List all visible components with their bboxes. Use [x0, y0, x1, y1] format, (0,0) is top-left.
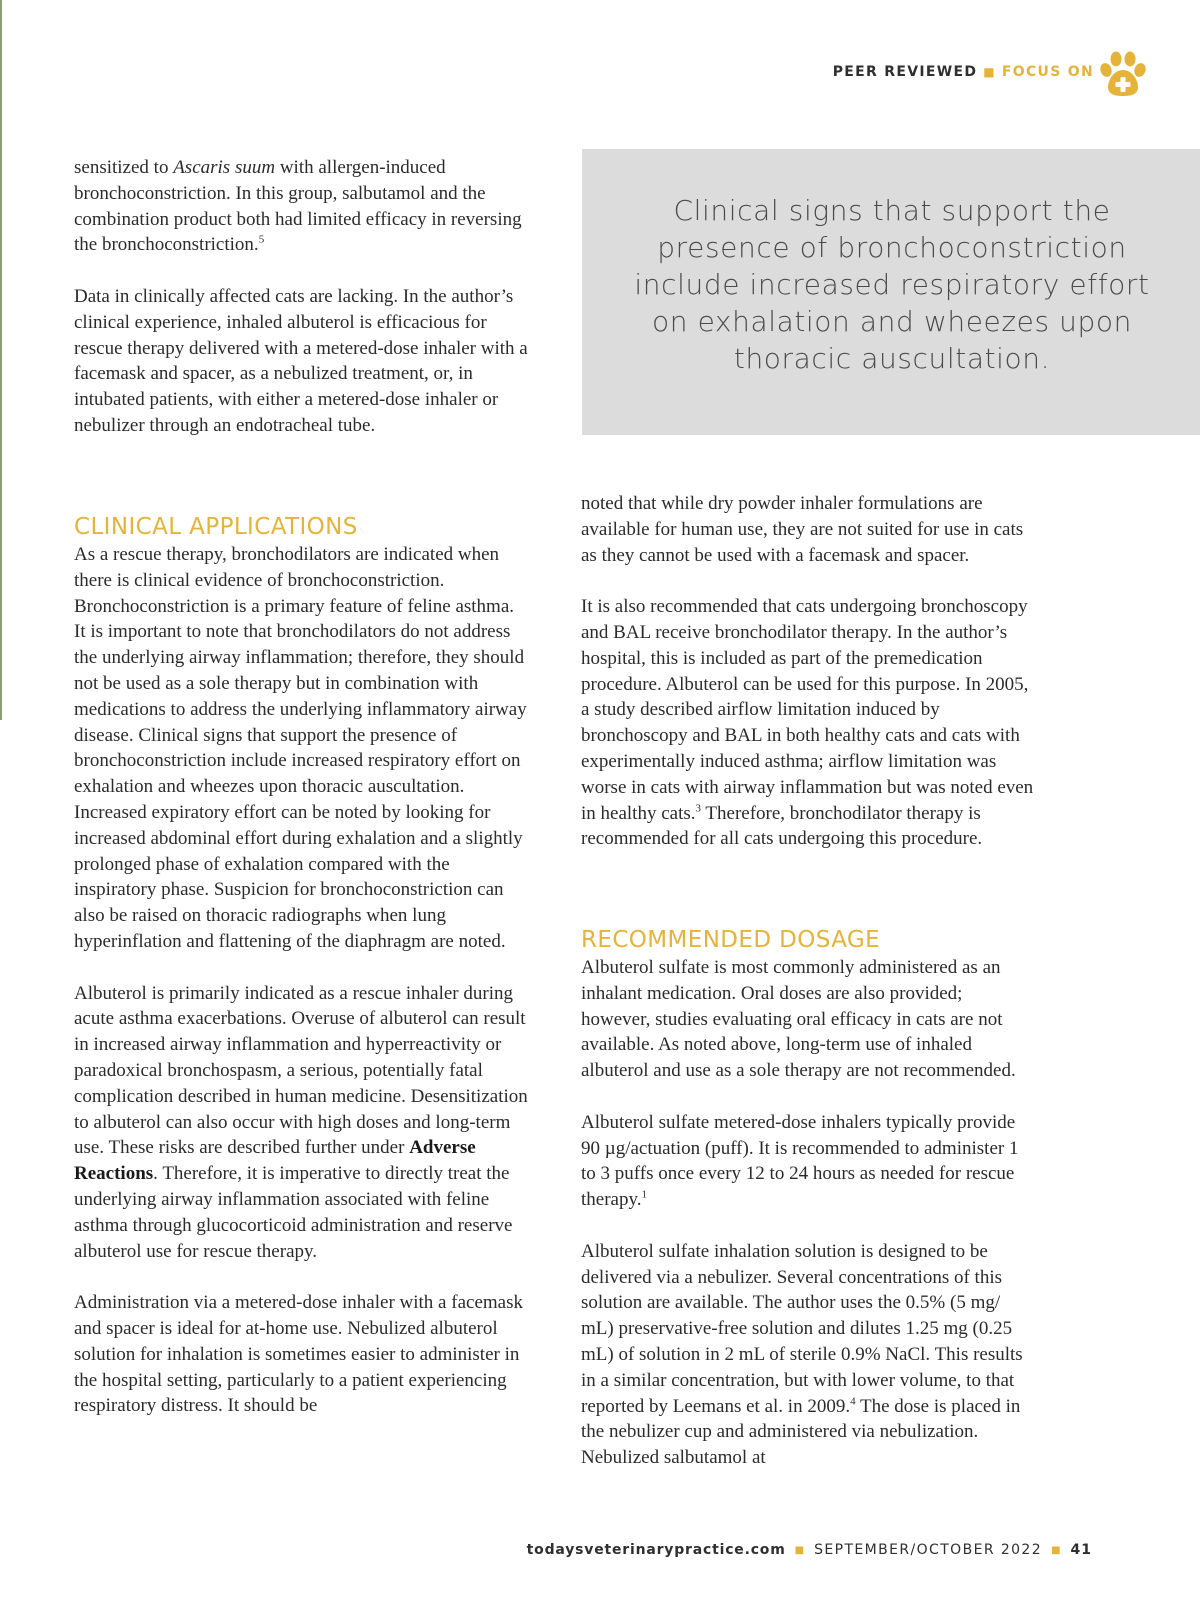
reference-superscript: 5	[258, 234, 265, 247]
pull-quote-box	[582, 149, 1200, 435]
dosage-paragraph-2	[581, 1110, 1036, 1213]
footer-separator: ■	[1051, 1544, 1062, 1556]
header-separator: ■	[983, 65, 996, 79]
adverse-reactions-bold: Adverse Reactions	[74, 1137, 476, 1185]
dose-p3-text-a: Albuterol sulfate inhalation solution is designed to be delivered via a nebulizer. Several concentrations of this solution are available. The author uses the 0.5% (5 mg/ mL) preservative-free solution and dilutes 1.25 mg (0.25 mL) of solution in 2 mL of sterile 0.9% NaCl. This results in a similar concentration, but with lower volume, to that reported by Leemans et al. in 2009.	[581, 1240, 1023, 1417]
peer-reviewed-label: PEER REVIEWED	[832, 64, 978, 80]
intro-p1-text-b: with allergen-induced bronchoconstriction. In this group, salbutamol and the combination product both had limited efficacy in reversing the bronchoconstriction.	[74, 157, 522, 256]
clin-p2-text-b: . Therefore, it is imperative to directly treat the underlying airway inflammation associated with feline asthma through glucocorticoid administration and reserve albuterol use for rescue therapy.	[74, 1163, 513, 1262]
recommended-dosage-section	[581, 925, 1036, 1471]
footer-separator: ■	[794, 1544, 806, 1556]
pull-quote-text: Clinical signs that support the presence of bronchoconstriction include increased respiratory effort on exhalation and wheezes upon thoracic auscultation.	[634, 193, 1150, 375]
intro-paragraph-2: Data in clinically affected cats are lacking. In the author’s clinical experience, inhaled albuterol is efficacious for rescue therapy delivered with a metered-dose inhaler with a facemask and spacer, as a nebulized treatment, or, in intubated patients, with either a metered-dose inhaler or nebulizer through an endotracheal tube.	[74, 285, 528, 436]
left-margin-rule	[0, 0, 2, 720]
dosage-paragraph-1: Albuterol sulfate is most commonly administered as an inhalant medication. Oral doses are also provided; however, studies evaluating oral efficacy in cats are not available. As noted above, long-term use of inhaled albuterol and use as a sole therapy are not recommended.	[581, 957, 1016, 1082]
left-column-intro	[74, 155, 529, 439]
intro-paragraph-1	[74, 155, 529, 258]
continued-paragraph-2	[581, 594, 1036, 852]
dose-p2-text: Albuterol sulfate metered-dose inhalers typically provide 90 µg/actuation (puff). It is recommended to administer 1 to 3 puffs once every 12 to 24 hours as needed for rescue therapy.	[581, 1111, 1019, 1211]
page-number: 41	[1070, 1542, 1092, 1558]
cont-p2-text-b: Therefore, bronchodilator therapy is recommended for all cats undergoing this procedure.	[581, 802, 983, 850]
continued-paragraph-1: noted that while dry powder inhaler formulations are available for human use, they are not suited for use in cats as they cannot be used with a facemask and spacer.	[581, 493, 1024, 566]
clin-p2-text-a: Albuterol is primarily indicated as a rescue inhaler during acute asthma exacerbations. Overuse of albuterol can result in increased airway inflammation and hyperreactivity or paradoxical bronchospasm, a serious, potentially fatal complication described in human medicine. Desensitization to albuterol can also occur with high doses and long-term use. These risks are described further under	[74, 982, 528, 1159]
running-header	[833, 64, 1094, 80]
section-heading-clinical-applications: CLINICAL APPLICATIONS	[74, 514, 358, 540]
section-heading-recommended-dosage: RECOMMENDED DOSAGE	[581, 927, 881, 953]
reference-superscript: 4	[850, 1395, 856, 1408]
clinical-paragraph-3: Administration via a metered-dose inhaler with a facemask and spacer is ideal for at-home use. Nebulized albuterol solution for inhalation is sometimes easier to administer in the hospital setting, particularly to a patient experiencing respiratory distress. It should be	[74, 1292, 523, 1417]
cont-p2-text-a: It is also recommended that cats undergoing bronchoscopy and BAL receive bronchodilator therapy. In the author’s hospital, this is included as part of the premedication procedure. Albuterol can be used for this purpose. In 2005, a study described airflow limitation induced by bronchoscopy and BAL in both healthy cats and cats with experimentally induced asthma; airflow limitation was worse in cats with airway inflammation but was noted even in healthy cats.	[581, 596, 1034, 824]
running-footer	[527, 1542, 1092, 1558]
clinical-applications-section	[74, 512, 529, 1419]
species-name-italic: Ascaris suum	[173, 157, 276, 178]
reference-superscript: 3	[695, 802, 701, 815]
dosage-paragraph-3	[581, 1239, 1036, 1471]
issue-date: SEPTEMBER/OCTOBER 2022	[814, 1542, 1043, 1558]
reference-superscript: 1	[641, 1188, 647, 1201]
clinical-paragraph-1: As a rescue therapy, bronchodilators are indicated when there is clinical evidence of bronchoconstriction. Bronchoconstriction is a primary feature of feline asthma. It is important to note that bronchodilators do not address the underlying airway inflammation; therefore, they should not be used as a sole therapy but in combination with medications to address the underlying inflammatory airway disease. Clinical signs that support the presence of bronchoconstriction include increased respiratory effort on exhalation and wheezes upon thoracic auscultation. Increased expiratory effort can be noted by looking for increased abdominal effort during exhalation and a slightly prolonged phase of exhalation compared with the inspiratory phase. Suspicion for bronchoconstriction can also be raised on thoracic radiographs when lung hyperinflation and flattening of the diaphragm are noted.	[74, 544, 527, 952]
dose-p3-text-b: The dose is placed in the nebulizer cup and administered via nebulization. Nebulized salbutamol at	[581, 1395, 1021, 1469]
focus-on-label: FOCUS ON	[1001, 64, 1094, 80]
clinical-paragraph-2	[74, 981, 529, 1265]
intro-p1-text-a: sensitized to	[74, 157, 174, 178]
paw-plus-icon	[1098, 50, 1148, 98]
website-url: todaysveterinarypractice.com	[526, 1542, 786, 1558]
right-column-continued	[581, 491, 1036, 852]
